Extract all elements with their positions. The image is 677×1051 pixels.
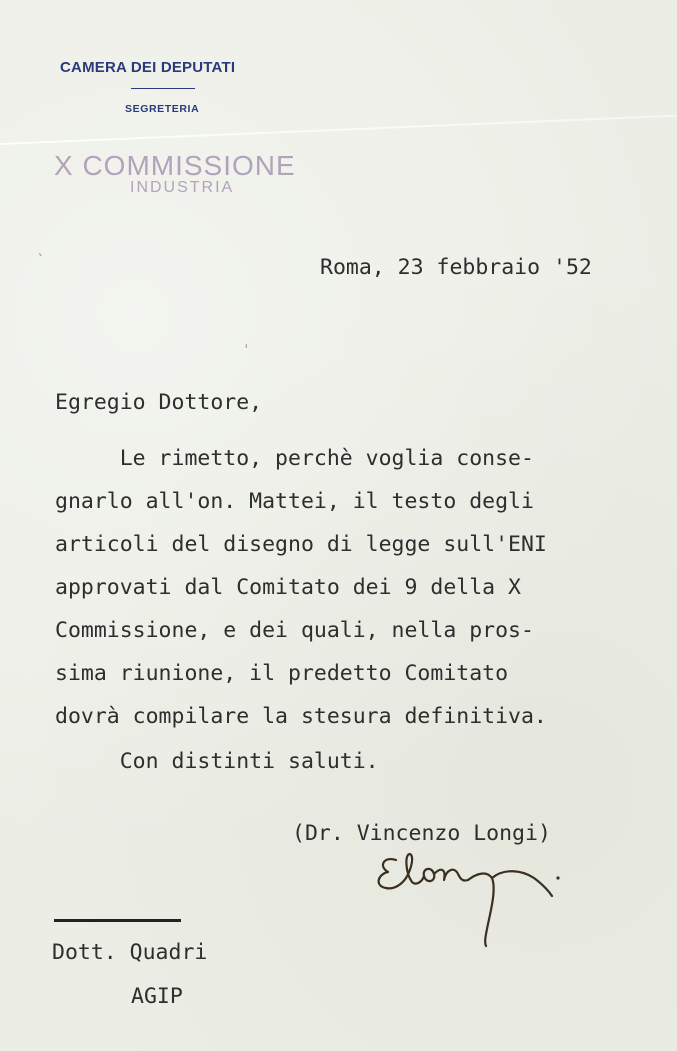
- body-line: dovrà compilare la stesura definitiva.: [55, 704, 547, 729]
- signatory-name: (Dr. Vincenzo Longi): [292, 821, 551, 846]
- recipient-org: AGIP: [131, 984, 183, 1009]
- stamp-line-1: X COMMISSIONE: [54, 150, 296, 181]
- letterhead-department: SEGRETERIA: [125, 103, 200, 115]
- letterhead-institution: CAMERA DEI DEPUTATI: [60, 59, 236, 76]
- stamp-line-2: INDUSTRIA: [130, 179, 235, 196]
- paper-fold-crease: [0, 115, 676, 145]
- ink-speck: ˎ: [36, 240, 45, 256]
- handwritten-signature: [372, 848, 562, 950]
- body-line: approvati dal Comitato dei 9 della X: [55, 575, 521, 600]
- body-line: articoli del disegno di legge sull'ENI: [55, 532, 547, 557]
- recipient-rule: [54, 919, 181, 922]
- recipient-name: Dott. Quadri: [52, 940, 208, 965]
- commission-stamp: [54, 150, 296, 197]
- body-line: Con distinti saluti.: [55, 749, 379, 774]
- ink-speck: ˌ: [242, 334, 251, 350]
- body-line: Commissione, e dei quali, nella pros-: [55, 618, 534, 643]
- letterhead-rule: [131, 88, 195, 89]
- body-line: gnarlo all'on. Mattei, il testo degli: [55, 489, 534, 514]
- letter-date: Roma, 23 febbraio '52: [320, 255, 592, 280]
- body-line: Le rimetto, perchè voglia conse-: [55, 446, 534, 471]
- letter-salutation: Egregio Dottore,: [55, 390, 263, 415]
- body-line: sima riunione, il predetto Comitato: [55, 661, 509, 686]
